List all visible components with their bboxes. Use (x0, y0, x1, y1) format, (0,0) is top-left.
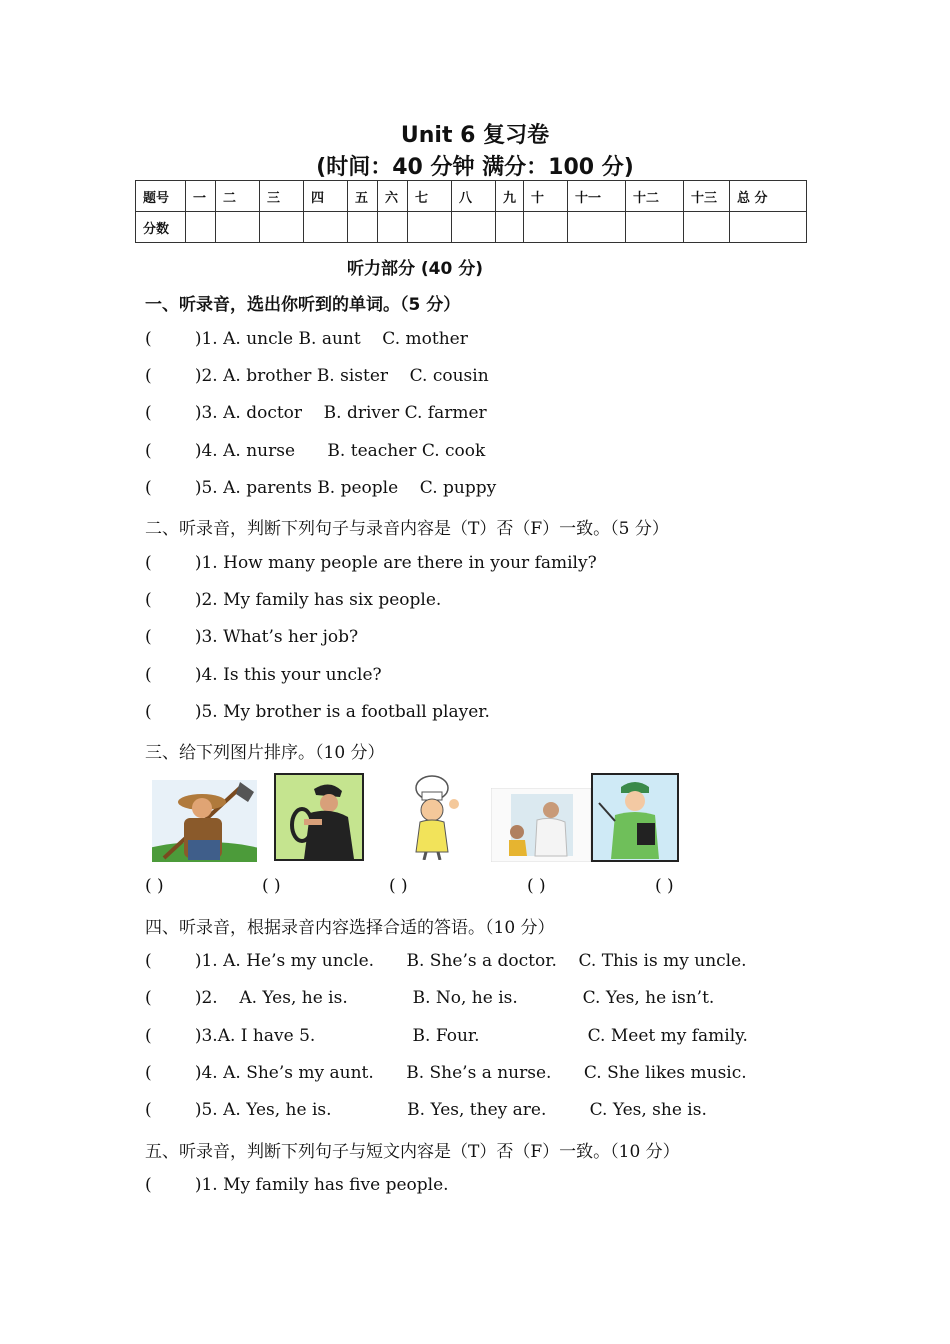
answer-blank[interactable]: ( ) (655, 876, 674, 896)
table-cell: 八 (452, 181, 496, 212)
section1-heading: 一、听录音，选出你听到的单词。（5 分） (145, 295, 461, 315)
table-cell: 十 (524, 181, 568, 212)
table-cell: 分数 (136, 212, 186, 243)
page-title: Unit 6 复习卷 (400, 123, 550, 148)
section4-heading: 四、听录音，根据录音内容选择合适的答语。（10 分） (145, 918, 555, 938)
question-line: ( )4. A. nurse B. teacher C. cook (145, 441, 486, 461)
answer-blank[interactable]: ( ) (527, 876, 546, 896)
score-cell (568, 212, 626, 243)
table-cell: 十三 (684, 181, 730, 212)
score-cell (216, 212, 260, 243)
table-cell: 五 (348, 181, 378, 212)
table-cell: 九 (496, 181, 524, 212)
question-line: ( )5. A. parents B. people C. puppy (145, 478, 497, 498)
table-cell: 十二 (626, 181, 684, 212)
question-line: ( )2. A. brother B. sister C. cousin (145, 366, 489, 386)
score-table-header-row (136, 181, 807, 212)
question-line: ( )2. A. Yes, he is. B. No, he is. C. Yes, he isn’t. (145, 988, 715, 1008)
table-cell: 三 (260, 181, 304, 212)
doctor-picture (491, 788, 591, 862)
answer-blank[interactable]: ( ) (389, 876, 408, 896)
score-cell (348, 212, 378, 243)
question-line: ( )1. A. uncle B. aunt C. mother (145, 329, 468, 349)
listening-header: 听力部分 (40 分) (346, 259, 484, 279)
score-cell (496, 212, 524, 243)
cook-picture (404, 774, 462, 860)
table-cell: 总 分 (730, 181, 807, 212)
score-table (135, 180, 807, 243)
table-cell: 题号 (136, 181, 186, 212)
table-cell: 二 (216, 181, 260, 212)
question-line: ( )3.A. I have 5. B. Four. C. Meet my family. (145, 1026, 748, 1046)
score-cell (408, 212, 452, 243)
question-line: ( )5. My brother is a football player. (145, 702, 490, 722)
question-line: ( )5. A. Yes, he is. B. Yes, they are. C. Yes, she is. (145, 1100, 707, 1120)
question-line: ( )1. A. He’s my uncle. B. She’s a doctor. C. This is my uncle. (145, 951, 747, 971)
question-line: ( )3. A. doctor B. driver C. farmer (145, 403, 487, 423)
section2-heading: 二、听录音，判断下列句子与录音内容是（T）否（F）一致。（5 分） (145, 519, 669, 539)
question-line: ( )3. What’s her job? (145, 627, 359, 647)
question-line: ( )4. A. She’s my aunt. B. She’s a nurse. C. She likes music. (145, 1063, 747, 1083)
table-cell: 一 (186, 181, 216, 212)
table-cell: 四 (304, 181, 348, 212)
score-cell (304, 212, 348, 243)
score-cell (684, 212, 730, 243)
answer-blank[interactable]: ( ) (145, 876, 164, 896)
table-cell: 六 (378, 181, 408, 212)
section5-heading: 五、听录音，判断下列句子与短文内容是（T）否（F）一致。（10 分） (145, 1142, 680, 1162)
table-cell: 十一 (568, 181, 626, 212)
score-cell (260, 212, 304, 243)
question-line: ( )1. My family has five people. (145, 1175, 449, 1195)
score-cell (730, 212, 807, 243)
table-cell: 七 (408, 181, 452, 212)
score-table-score-row (136, 212, 807, 243)
score-cell (186, 212, 216, 243)
question-line: ( )2. My family has six people. (145, 590, 442, 610)
farmer-picture (152, 780, 257, 862)
score-cell (626, 212, 684, 243)
driver-picture (274, 773, 364, 861)
answer-blank[interactable]: ( ) (262, 876, 281, 896)
section3-heading: 三、给下列图片排序。（10 分） (145, 743, 385, 763)
score-cell (524, 212, 568, 243)
teacher-picture (591, 773, 679, 862)
question-line: ( )4. Is this your uncle? (145, 665, 382, 685)
score-cell (452, 212, 496, 243)
page-subtitle: (时间：40 分钟 满分：100 分) (316, 155, 634, 180)
score-cell (378, 212, 408, 243)
question-line: ( )1. How many people are there in your family? (145, 553, 597, 573)
